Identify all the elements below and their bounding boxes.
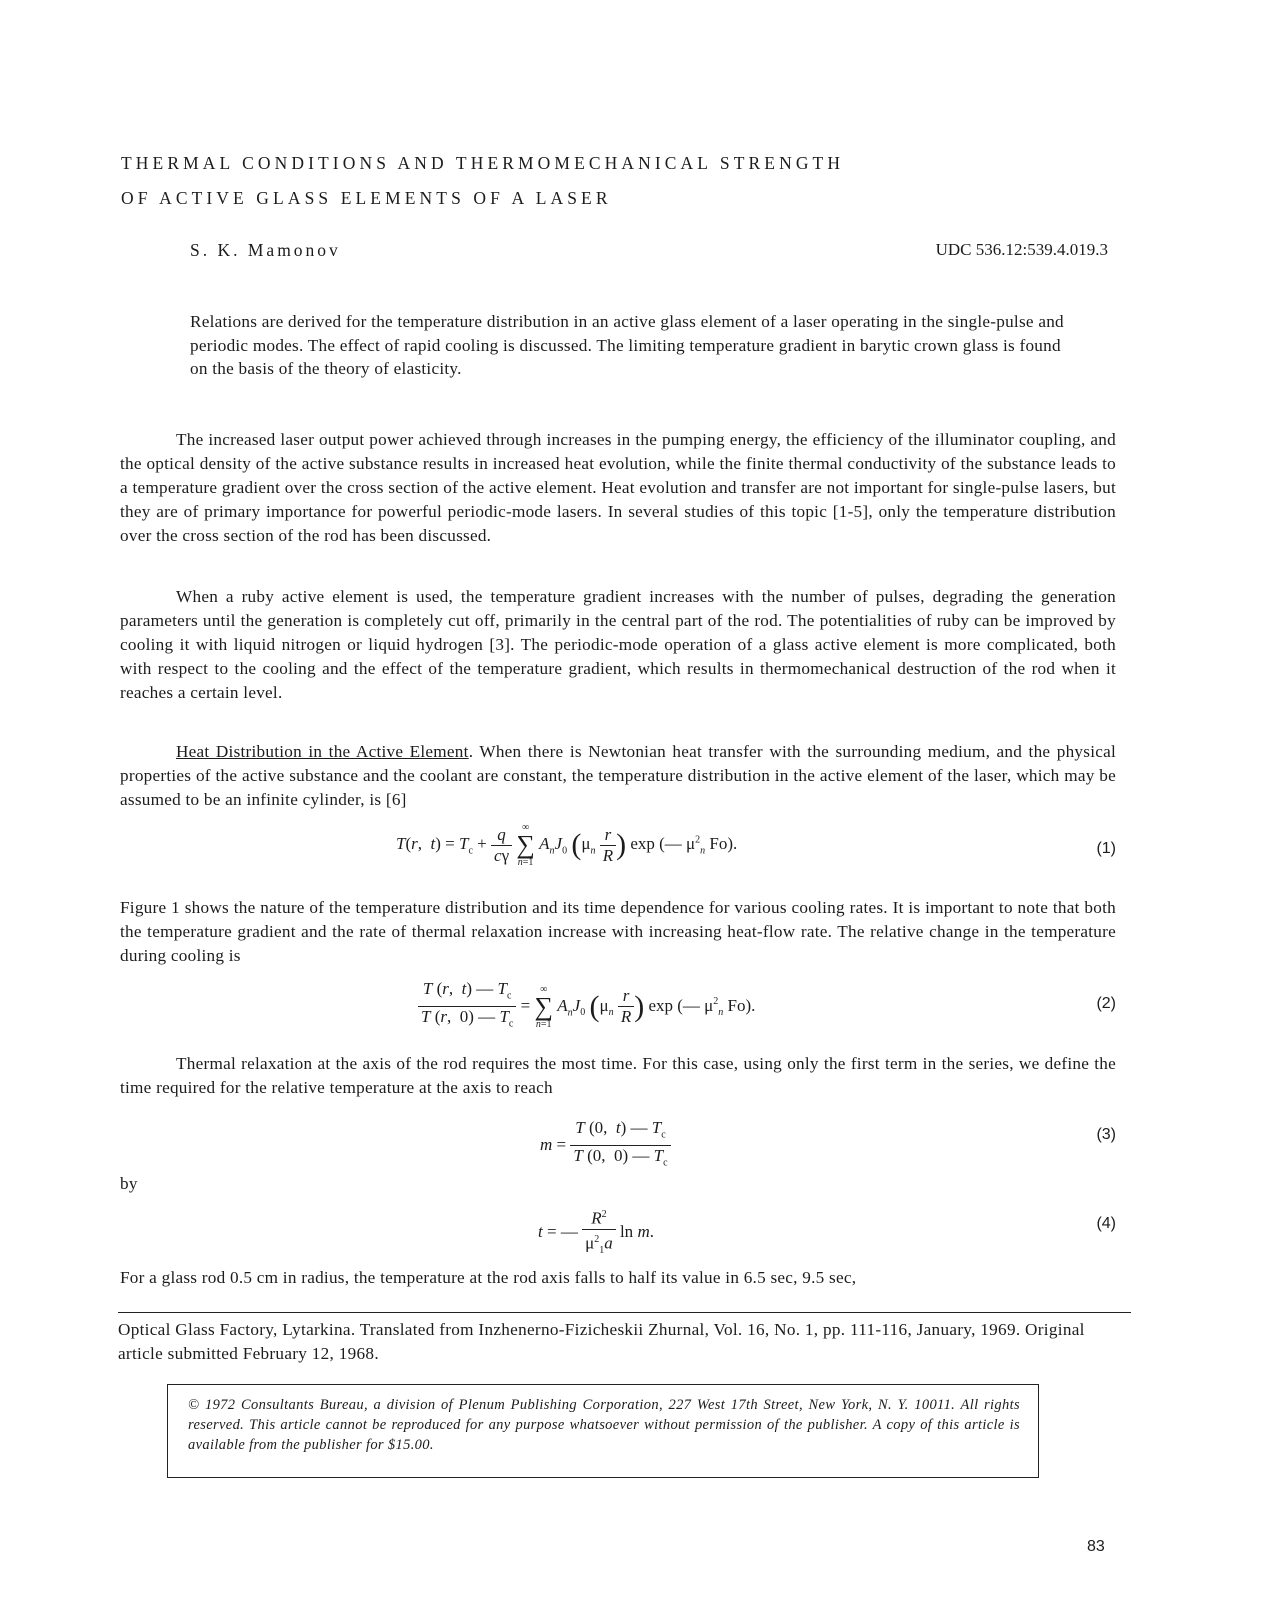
equation-4-body: t = — $\frac{R^2}{\mu^2_1a}$ ln m. (538, 1205, 654, 1261)
paragraph-4: Figure 1 shows the nature of the temperature distribution and its time dependence for various cooling rates. It is important to note that both the temperature gradient and the rate of thermal relaxation increase with increasing heat-flow rate. The relative change in the temperature during cooling is (120, 898, 1116, 965)
equation-3-body: m = $\frac{T (0, t) — T_c}{T (0, 0) — T_c}$ (540, 1118, 671, 1174)
title-line-2: OF ACTIVE GLASS ELEMENTS OF A LASER (121, 188, 612, 208)
page-number: 83 (1087, 1538, 1105, 1555)
equation-3-number: (3) (1096, 1126, 1116, 1143)
equation-2 (120, 975, 1116, 1041)
equation-4 (120, 1203, 1116, 1255)
footnote: Optical Glass Factory, Lytarkina. Translated from Inzhenerno-Fizicheskii Zhurnal, Vol. 16, No. 1, pp. 111-116, January, 1969. Original article submitted February 12, 1968. (118, 1320, 1085, 1363)
author: S. K. Mamonov (190, 240, 341, 260)
section-heading: Heat Distribution in the Active Element (176, 742, 469, 761)
paragraph-5: Thermal relaxation at the axis of the rod requires the most time. For this case, using only the first term in the series, we define the time required for the relative temperature at the axis to reach (120, 1054, 1116, 1097)
copyright-text: © 1972 Consultants Bureau, a division of Plenum Publishing Corporation, 227 West 17th Street, New York, N. Y. 10011. All rights reserved. This article cannot be reproduced for any purpose whatsoever without permission of the publisher. A copy of this article is available from the publisher for $15.00. (188, 1397, 1020, 1453)
footnote-rule (118, 1312, 1131, 1313)
equation-1-number: (1) (1096, 840, 1116, 857)
paragraph-3 (120, 740, 1116, 812)
paragraph-1: The increased laser output power achieved through increases in the pumping energy, the efficiency of the illuminator coupling, and the optical density of the active substance results in increased heat evolution, while the finite thermal conductivity of the substance leads to a temperature gradient over the cross section of the active element. Heat evolution and transfer are not important for single-pulse lasers, but they are of primary importance for powerful periodic-mode lasers. In several studies of this topic [1-5], only the temperature distribution over the cross section of the rod has been discussed. (120, 430, 1116, 545)
title-line-1: THERMAL CONDITIONS AND THERMOMECHANICAL STRENGTH (121, 153, 845, 173)
equation-2-number: (2) (1096, 995, 1116, 1012)
equation-3 (120, 1116, 1116, 1169)
paragraph-3-text: . When there is Newtonian heat transfer with the surrounding medium, and the physical properties of the active substance and the coolant are constant, the temperature distribution in the active element of the laser, which may be assumed to be an infinite cylinder, is [6] (120, 742, 1116, 809)
paragraph-6: For a glass rod 0.5 cm in radius, the temperature at the rod axis falls to half its value in 6.5 sec, 9.5 sec, (120, 1268, 857, 1287)
equation-4-number: (4) (1096, 1215, 1116, 1232)
equation-1 (120, 818, 1116, 884)
equation-2-body: $\frac{T (r, t) — T_c}{T (r, 0) — T_c}$ = ∞ ∑ n=1 $A_nJ_0$ ($\mu_n$ $\frac{r}{R}$ ) exp (— $\mu^2_n$ Fo). (418, 979, 755, 1035)
udc-code: UDC 536.12:539.4.019.3 (935, 240, 1108, 259)
paragraph-2: When a ruby active element is used, the temperature gradient increases with the number of pulses, degrading the generation parameters until the generation is completely cut off, primarily in the central part of the rod. The potentialities of ruby can be improved by cooling it with liquid nitrogen or liquid hydrogen [3]. The periodic-mode operation of a glass active element is more complicated, both with respect to the cooling and the effect of the temperature gradient, which results in thermomechanical destruction of the rod when it reaches a certain level. (120, 587, 1116, 702)
word-by: by (120, 1174, 138, 1193)
equation-1-body: T(r, $t) = T_c$ + $\frac{q}{c\gamma}$ ∞ ∑ n=1 $A_nJ_0$ ($\mu_n$ $\frac{r}{R}$ ) exp (— $\mu^2_n$ Fo). (396, 822, 738, 868)
abstract: Relations are derived for the temperature distribution in an active glass element of a laser operating in the single-pulse and periodic modes. The effect of rapid cooling is discussed. The limiting temperature gradient in barytic crown glass is found on the basis of the theory of elasticity. (190, 312, 1064, 379)
